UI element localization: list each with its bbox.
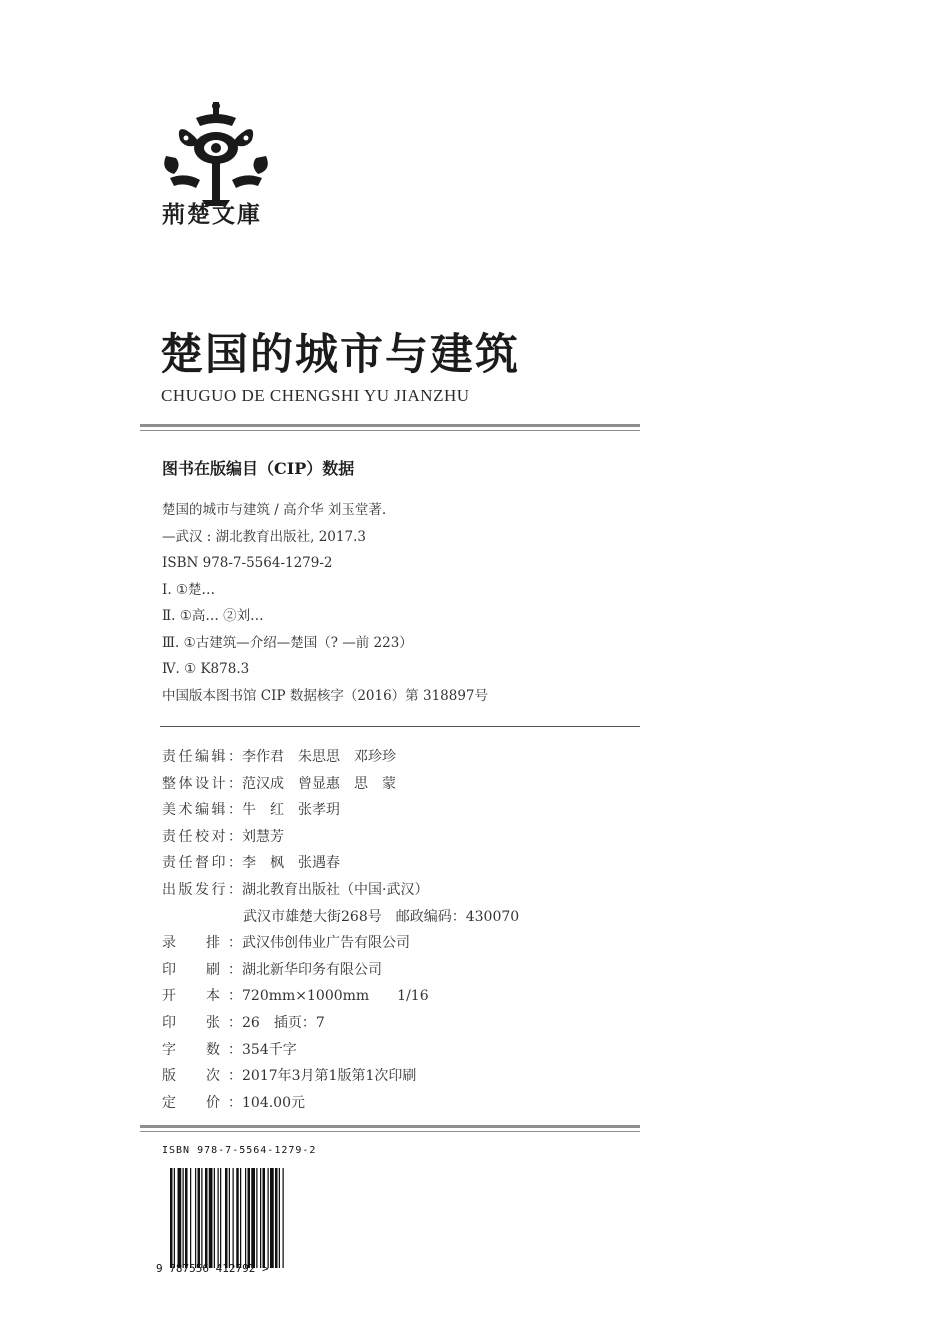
barcode-bar [251, 1168, 255, 1268]
barcode-bar [283, 1168, 284, 1268]
credit-row [162, 983, 519, 1010]
jingchu-wenku-logo-text: 荊楚文庫 [162, 202, 262, 228]
credit-value: 牛 红 张孝玥 [242, 802, 340, 819]
credit-value: 范汉成 曾显惠 思 蒙 [242, 775, 396, 792]
credits-block [162, 744, 519, 1116]
barcode-bar [256, 1168, 257, 1268]
barcode-isbn-text: ISBN 978-7-5564-1279-2 [162, 1145, 317, 1156]
credit-row [162, 930, 519, 957]
barcode-bar [185, 1168, 188, 1268]
credit-label: 开 本： [162, 988, 242, 1005]
divider-thin [160, 726, 640, 727]
barcode-digits: 9 787556 412792 > [156, 1262, 269, 1275]
barcode-bar [178, 1168, 182, 1268]
credit-value: 李作君 朱思思 邓珍珍 [242, 749, 396, 765]
credit-value: 湖北教育出版社（中国·武汉） [242, 881, 429, 898]
credit-row [162, 1010, 519, 1037]
cip-line: Ⅰ. ①楚… [162, 581, 216, 598]
barcode-bar [214, 1168, 215, 1268]
credit-row [162, 877, 519, 904]
credit-value: 湖北新华印务有限公司 [242, 961, 382, 978]
credit-row [162, 1037, 519, 1064]
credit-label: 印 张： [162, 1014, 242, 1031]
credit-value: 2017年3月第1版第1次印刷 [242, 1068, 417, 1085]
barcode-bar [209, 1168, 213, 1268]
cip-line: ISBN 978-7-5564-1279-2 [162, 555, 333, 571]
cip-line: Ⅱ. ①高… ②刘… [162, 608, 264, 624]
barcode-bar [225, 1168, 228, 1268]
credit-label: 美术编辑： [162, 802, 242, 819]
credit-label: 责任督印： [162, 855, 242, 872]
barcode-bar [270, 1168, 274, 1268]
credit-value: 26 插页：7 [242, 1014, 325, 1031]
barcode-bar [220, 1168, 221, 1268]
book-subtitle-pinyin: CHUGUO DE CHENGSHI YU JIANZHU [161, 386, 470, 405]
credit-row [162, 771, 519, 798]
credit-row [162, 797, 519, 824]
credit-label: 版 次： [162, 1068, 242, 1085]
cip-line: —武汉 : 湖北教育出版社, 2017.3 [162, 528, 366, 545]
credit-value: 354千字 [242, 1041, 297, 1058]
credit-label: 出版发行： [162, 881, 242, 898]
barcode-bar [233, 1168, 234, 1268]
barcode-bar [218, 1168, 219, 1268]
credit-label: 印 刷： [162, 961, 242, 978]
credit-value: 720mm×1000mm 1/16 [242, 988, 429, 1005]
barcode-bar [245, 1168, 246, 1268]
barcode-bar [236, 1168, 239, 1268]
barcode-bar [174, 1168, 175, 1268]
credit-row [162, 957, 519, 984]
barcode-bar [275, 1168, 278, 1268]
cip-line: 中国版本图书馆 CIP 数据核字（2016）第 318897号 [162, 687, 489, 704]
cip-heading: 图书在版编目（CIP）数据 [162, 459, 355, 478]
barcode-bar [248, 1168, 251, 1268]
divider-double-top [140, 424, 640, 431]
barcode-bar [268, 1168, 269, 1268]
barcode-bar [240, 1168, 241, 1268]
credit-row [162, 1063, 519, 1090]
credit-label: 整体设计： [162, 775, 242, 792]
cip-line: Ⅲ. ①古建筑—介绍—楚国（? —前 223） [162, 634, 413, 651]
credit-row [162, 1090, 519, 1117]
credit-label: 责任编辑： [162, 749, 242, 765]
cip-data-block [162, 497, 488, 709]
credit-label: 定 价： [162, 1094, 242, 1111]
credit-row [162, 744, 519, 771]
barcode-bar [260, 1168, 261, 1268]
barcode-bar [183, 1168, 184, 1268]
barcode-bar [201, 1168, 202, 1268]
credit-value: 104.00元 [242, 1094, 305, 1111]
book-title: 楚国的城市与建筑 [160, 330, 520, 380]
barcode-bar [190, 1168, 191, 1268]
credit-row-address [162, 904, 519, 931]
barcode-bar [229, 1168, 230, 1268]
credit-row [162, 850, 519, 877]
credit-row [162, 824, 519, 851]
credit-value: 刘慧芳 [242, 828, 284, 845]
cip-line: 楚国的城市与建筑 / 高介华 刘玉堂著. [162, 502, 387, 518]
barcode-bar [198, 1168, 201, 1268]
credit-value: 武汉市雄楚大街268号 邮政编码：430070 [243, 908, 520, 925]
barcode-bar [263, 1168, 266, 1268]
cip-line: Ⅳ. ① K878.3 [162, 661, 250, 677]
barcode-bar [195, 1168, 196, 1268]
divider-double-bottom [140, 1125, 640, 1132]
barcode-bar [279, 1168, 280, 1268]
credit-label: 责任校对： [162, 828, 242, 845]
credit-value: 李 枫 张遇春 [242, 855, 340, 872]
credit-label: 字 数： [162, 1041, 242, 1058]
barcode-bar [205, 1168, 208, 1268]
credit-label: 录 排： [162, 935, 242, 952]
credit-value: 武汉伟创伟业广告有限公司 [242, 935, 410, 952]
barcode-bar [170, 1168, 173, 1268]
